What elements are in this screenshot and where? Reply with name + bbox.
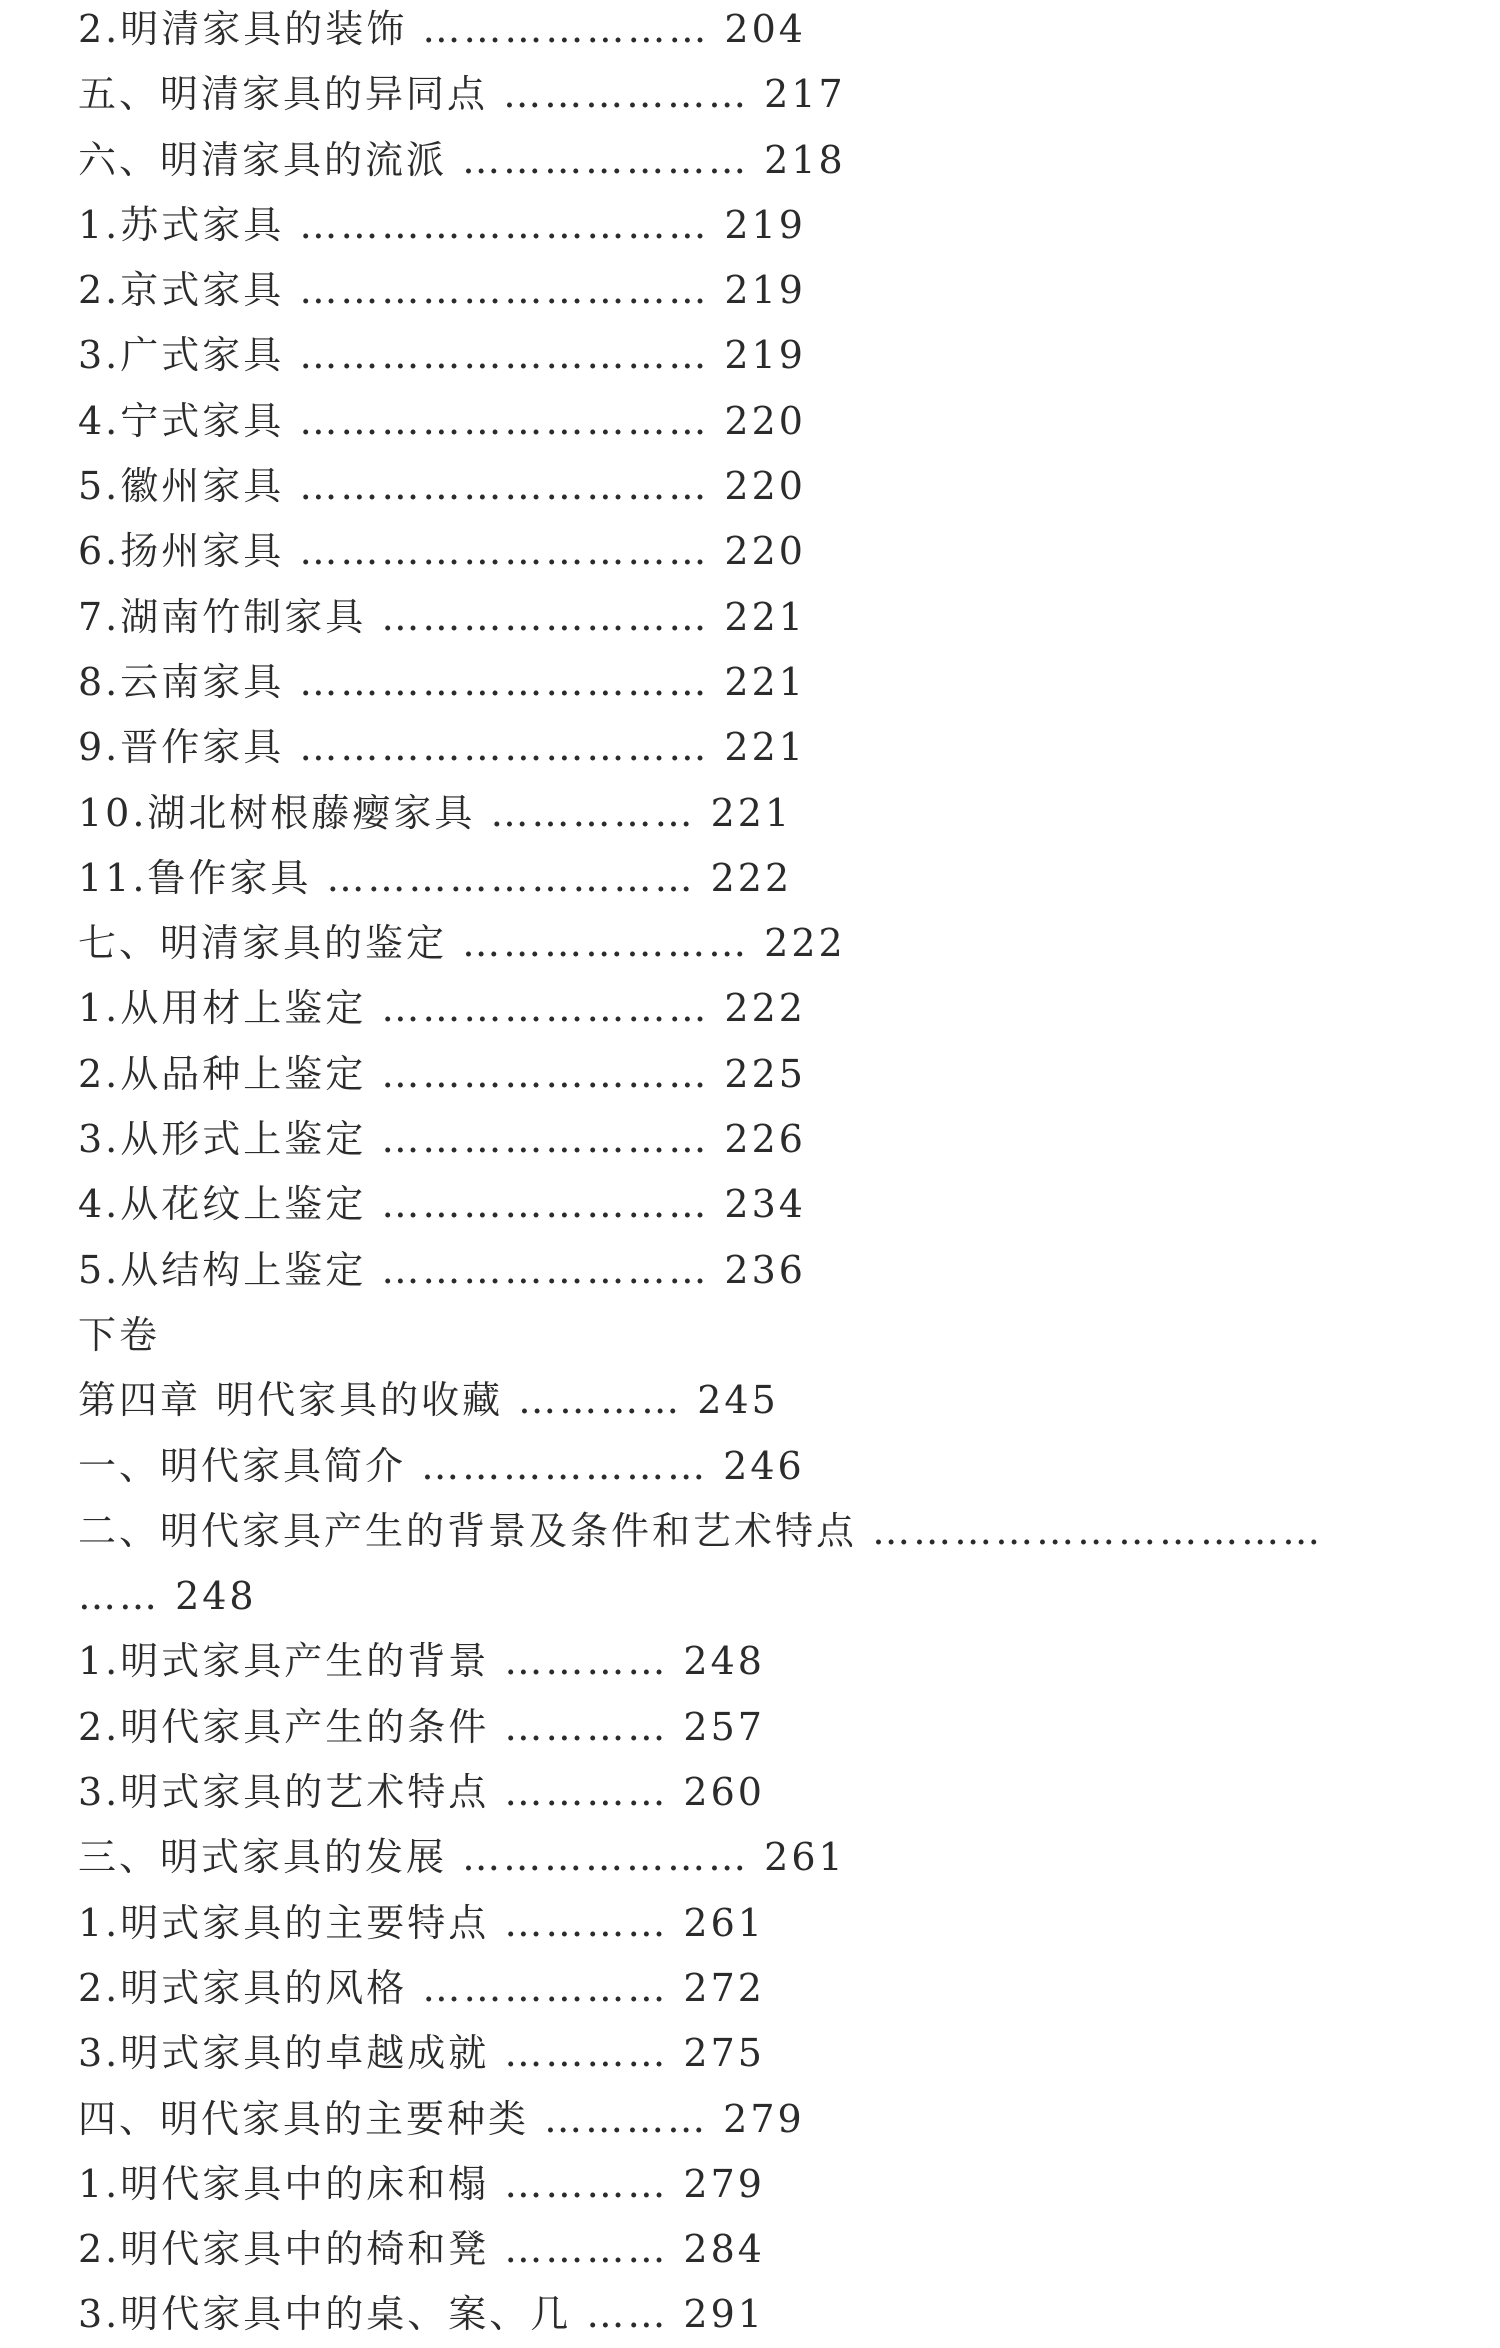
toc-entry: 二、明代家具产生的背景及条件和艺术特点 ……………………………	[78, 1508, 1324, 1553]
toc-entry: 3.明代家具中的桌、案、几 …… 291	[78, 2292, 765, 2337]
toc-entry: 3.明式家具的卓越成就 ………… 275	[78, 2031, 765, 2076]
table-of-contents	[78, 0, 1458, 2348]
toc-entry: 9.晋作家具 ………………………… 221	[78, 725, 806, 770]
toc-entry: 1.苏式家具 ………………………… 219	[78, 202, 806, 247]
toc-entry: 五、明清家具的异同点 ……………… 217	[78, 72, 846, 117]
toc-volume-heading: 下卷	[78, 1312, 161, 1357]
toc-entry: 4.从花纹上鉴定 …………………… 234	[78, 1182, 806, 1227]
toc-entry: 8.云南家具 ………………………… 221	[78, 659, 806, 704]
toc-entry-continuation: …… 248	[78, 1574, 257, 1619]
toc-entry: 5.从结构上鉴定 …………………… 236	[78, 1247, 806, 1292]
toc-entry: 3.从形式上鉴定 …………………… 226	[78, 1117, 806, 1162]
toc-entry: 1.明式家具产生的背景 ………… 248	[78, 1639, 765, 1684]
toc-entry: 7.湖南竹制家具 …………………… 221	[78, 594, 806, 639]
toc-entry: 1.从用材上鉴定 …………………… 222	[78, 986, 806, 1031]
toc-entry: 2.明式家具的风格 ……………… 272	[78, 1965, 765, 2010]
toc-entry: 10.湖北树根藤瘿家具 …………… 221	[78, 790, 793, 835]
toc-entry: 2.从品种上鉴定 …………………… 225	[78, 1051, 806, 1096]
toc-entry: 一、明代家具简介 ………………… 246	[78, 1443, 805, 1488]
toc-entry: 2.明代家具中的椅和凳 ………… 284	[78, 2227, 765, 2272]
toc-entry: 2.京式家具 ………………………… 219	[78, 268, 806, 313]
toc-entry: 三、明式家具的发展 ………………… 261	[78, 1835, 846, 1880]
toc-chapter-entry: 第四章 明代家具的收藏 ………… 245	[78, 1378, 779, 1423]
toc-entry: 11.鲁作家具 ……………………… 222	[78, 855, 793, 900]
toc-entry: 2.明清家具的装饰 ………………… 204	[78, 7, 806, 51]
toc-entry: 六、明清家具的流派 ………………… 218	[78, 137, 846, 182]
toc-entry: 3.明式家具的艺术特点 ………… 260	[78, 1770, 765, 1815]
toc-entry: 四、明代家具的主要种类 ………… 279	[78, 2096, 805, 2141]
toc-entry: 3.广式家具 ………………………… 219	[78, 333, 806, 378]
toc-entry: 4.宁式家具 ………………………… 220	[78, 398, 806, 443]
toc-entry: 1.明式家具的主要特点 ………… 261	[78, 1900, 765, 1945]
toc-entry: 5.徽州家具 ………………………… 220	[78, 464, 806, 509]
toc-entry: 6.扬州家具 ………………………… 220	[78, 529, 806, 574]
toc-entry: 2.明代家具产生的条件 ………… 257	[78, 1704, 765, 1749]
toc-entry: 七、明清家具的鉴定 ………………… 222	[78, 921, 846, 966]
toc-entry: 1.明代家具中的床和榻 ………… 279	[78, 2161, 765, 2206]
